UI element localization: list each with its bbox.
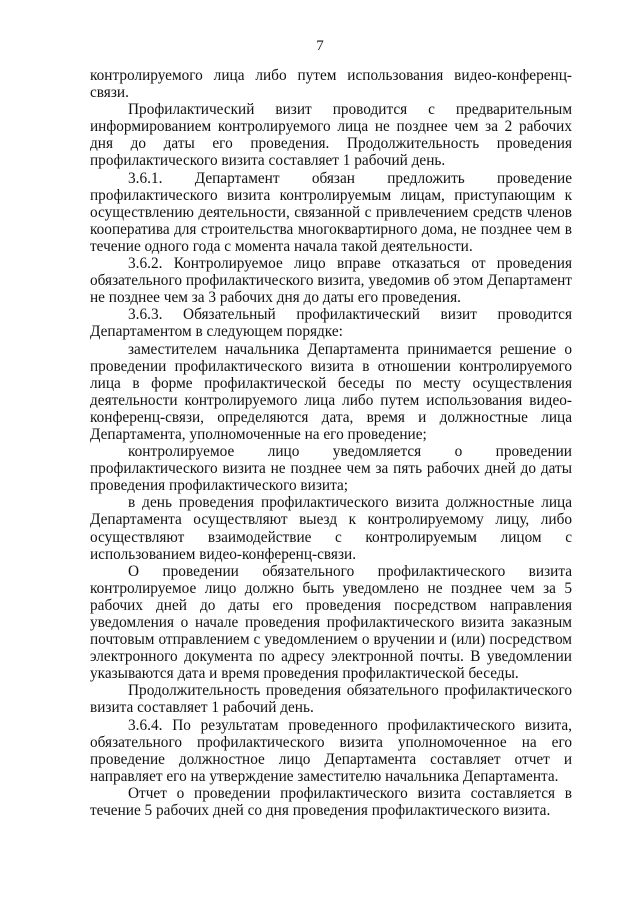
paragraph-2: Профилактический визит проводится с предварительным информированием контролируемого лица не позднее чем за 2 рабочих дня до даты его проведения. Продолжительность проведения профилактического визита составляет 1 рабочий день. [90, 101, 572, 170]
document-body [90, 67, 572, 819]
paragraph-mandatory-notice: О проведении обязательного профилактического визита контролируемое лицо должно быть уведомлено не позднее чем за 5 рабочих дней до даты его проведения посредством направления уведомления о начале проведения профилактического визита заказным почтовым отправлением с уведомлением о вручении и (или) посредством электронного документа по адресу электронной почты. В уведомлении указываются дата и время проведения профилактической беседы. [90, 562, 572, 683]
paragraph-3-6-2: 3.6.2. Контролируемое лицо вправе отказаться от проведения обязательного профилактического визита, уведомив об этом Департамент не позднее чем за 3 рабочих дня до даты его проведения. [90, 255, 572, 307]
paragraph-report: Отчет о проведении профилактического визита составляется в течение 5 рабочих дней со дня проведения профилактического визита. [90, 784, 572, 820]
paragraph-duration: Продолжительность проведения обязательного профилактического визита составляет 1 рабочий день. [90, 682, 572, 717]
paragraph-procedure-notification: контролируемое лицо уведомляется о проведении профилактического визита не позднее чем за пять рабочих дней до даты проведения профилактического визита; [90, 443, 572, 495]
paragraph-3-6-4: 3.6.4. По результатам проведенного профилактического визита, обязательного профилактического визита уполномоченное на его проведение должностное лицо Департамента составляет отчет и направляет его на утверждение заместителю начальника Департамента. [90, 716, 572, 785]
paragraph-procedure-visit-day: в день проведения профилактического визита должностные лица Департамента осуществляют выезд к контролируемому лицу, либо осуществляют взаимодействие с контролируемым лицом с использованием видео-конференц-связи. [90, 494, 572, 563]
page-number: 7 [316, 38, 324, 54]
paragraph-3-6-3: 3.6.3. Обязательный профилактический визит проводится Департаментом в следующем порядке: [90, 306, 572, 341]
paragraph-3-6-1: 3.6.1. Департамент обязан предложить проведение профилактического визита контролируемым лицам, приступающим к осуществлению деятельности, связанной с привлечением средств членов кооператива для строительства многоквартирного дома, не позднее чем в течение одного года с момента начала такой деятельности. [90, 169, 572, 255]
paragraph-procedure-decision: заместителем начальника Департамента принимается решение о проведении профилактического визита в отношении контролируемого лица в форме профилактической беседы по месту осуществления деятельности контролируемого лица либо путем использования видео-конференц-связи, определяются дата, время и должностные лица Департамента, уполномоченные на его проведение; [90, 340, 572, 443]
paragraph-1: контролируемого лица либо путем использования видео-конференц-связи. [90, 67, 572, 102]
